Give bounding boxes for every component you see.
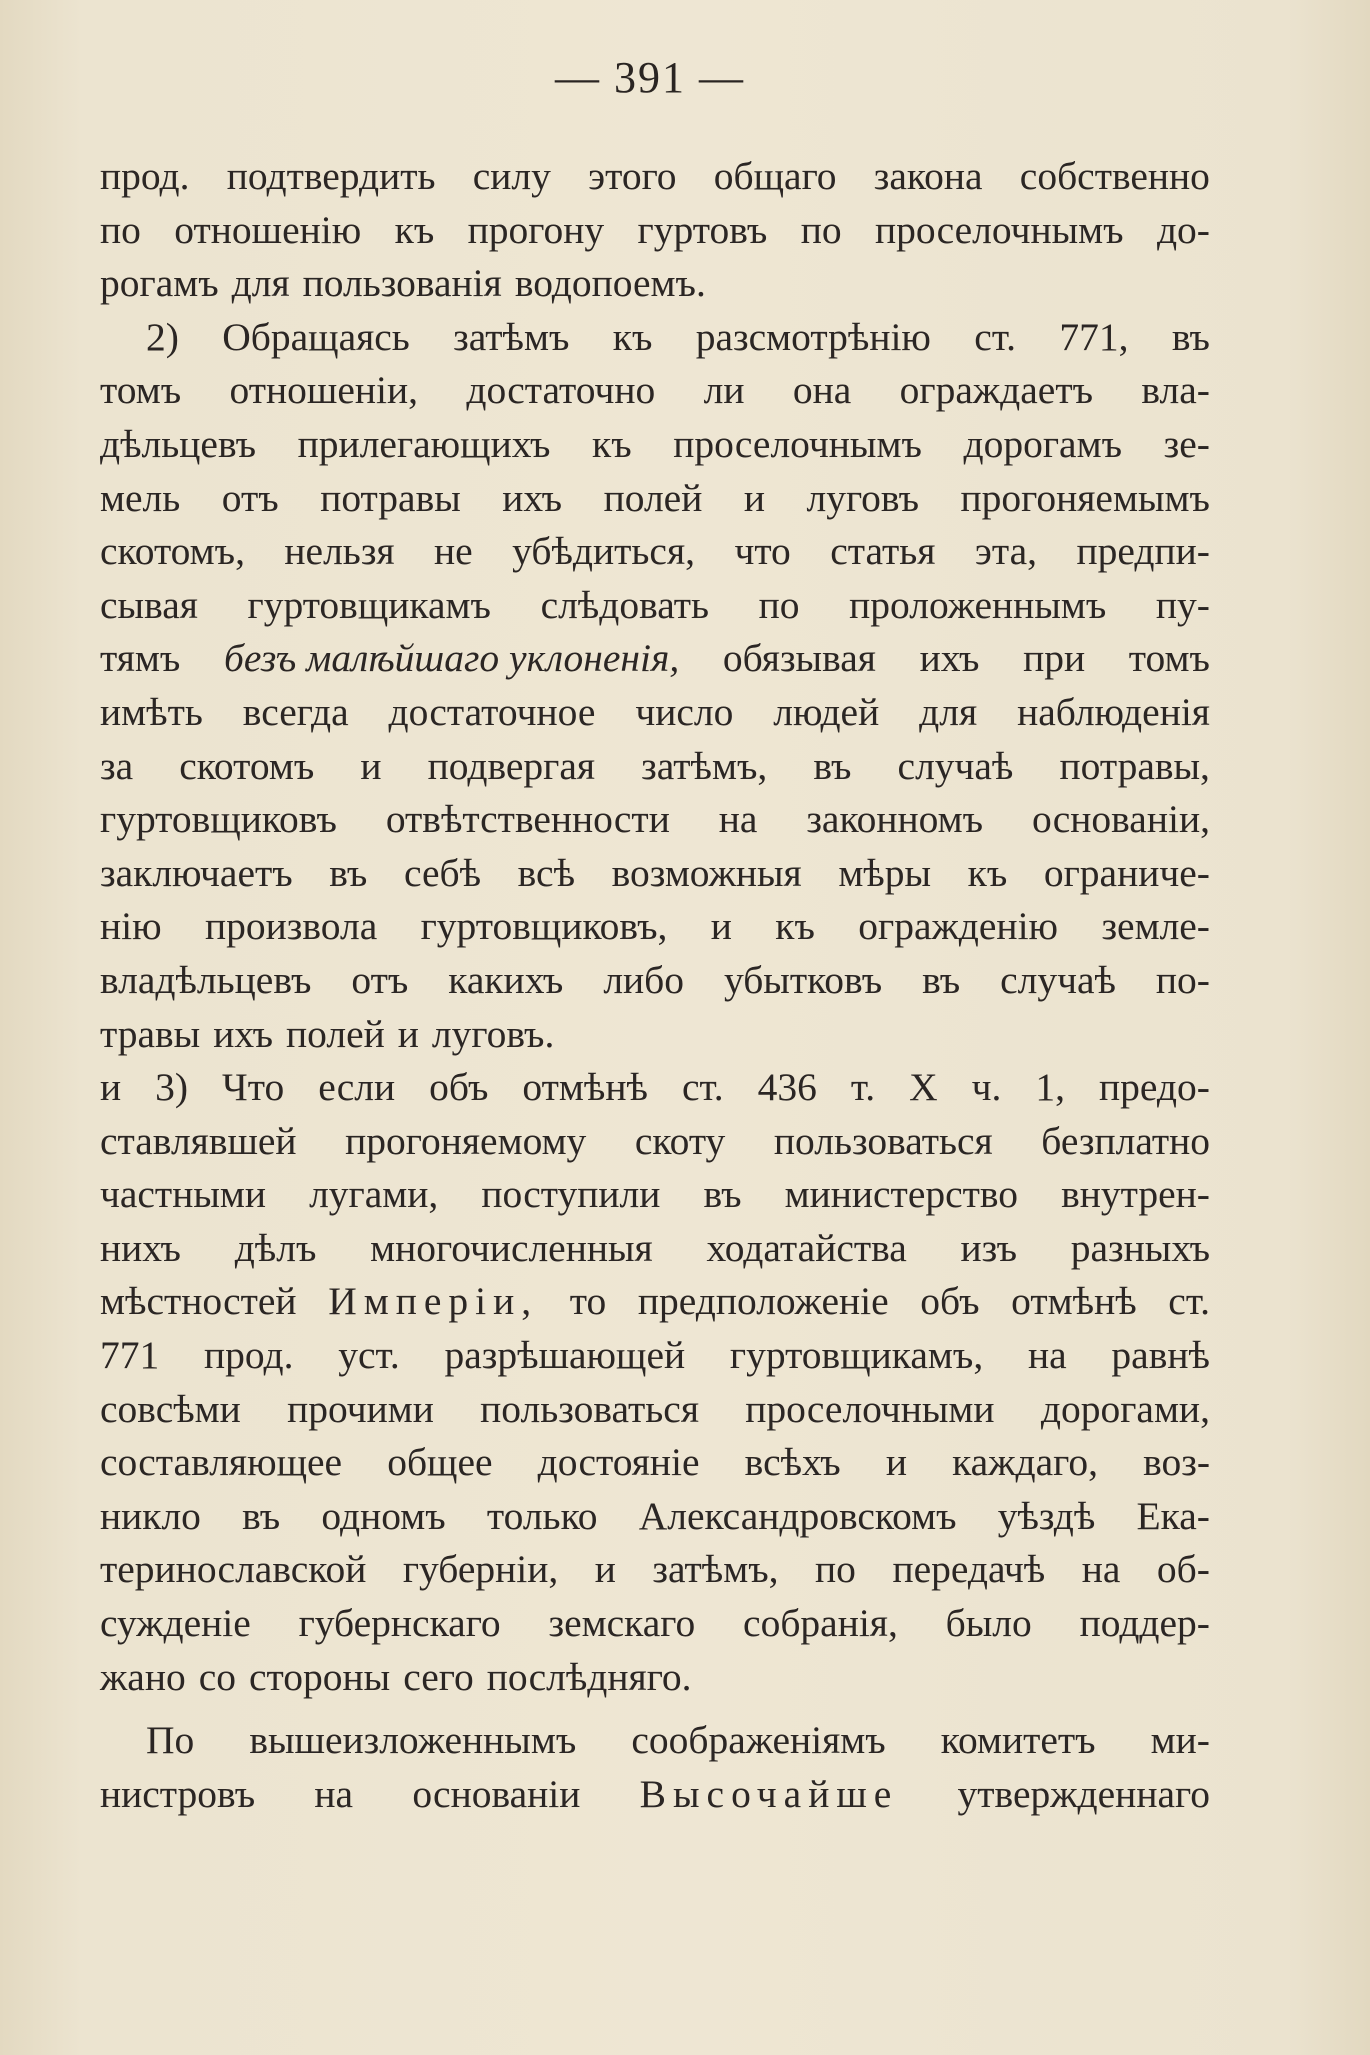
word: достояніе	[537, 1440, 700, 1485]
text-line	[100, 1543, 1210, 1597]
word: и	[885, 1440, 907, 1485]
word: дорогамъ	[963, 421, 1123, 466]
word: то	[569, 1279, 607, 1324]
word: и	[594, 1547, 616, 1592]
word: въ	[242, 1493, 281, 1538]
word: въ	[1171, 314, 1210, 359]
word: дѣльцевъ	[100, 421, 257, 466]
word: совсѣми	[100, 1386, 241, 1431]
text-line	[100, 150, 1210, 204]
word: 3)	[155, 1065, 189, 1110]
word: дорогами,	[1040, 1386, 1210, 1431]
word: какихъ	[448, 957, 564, 1002]
text-line	[100, 1222, 1210, 1276]
word: было	[945, 1601, 1032, 1646]
word: отвѣтственности	[385, 797, 670, 842]
word: общаго	[713, 154, 837, 198]
word: сужденіе	[100, 1601, 251, 1646]
word: только	[486, 1493, 598, 1538]
word: 771	[100, 1333, 160, 1378]
text-line	[100, 1168, 1210, 1222]
word: для	[919, 689, 978, 734]
word: предо-	[1098, 1065, 1210, 1110]
text-line	[100, 418, 1210, 472]
word: 2)	[146, 314, 179, 359]
word: гуртовщиковъ,	[420, 904, 668, 949]
word: по	[758, 582, 800, 627]
word: при	[1023, 636, 1086, 681]
word: отмѣнѣ	[522, 1065, 648, 1110]
word: не	[434, 529, 473, 574]
text-line	[100, 686, 1210, 740]
word: убѣдиться,	[512, 529, 696, 574]
word: послѣдняго.	[486, 1654, 692, 1699]
word: отношеніи,	[229, 368, 419, 413]
word: об-	[1156, 1547, 1210, 1592]
word: травы	[100, 1011, 201, 1056]
word: отношенію	[174, 207, 362, 252]
word: По	[146, 1718, 195, 1763]
word: разныхъ	[1070, 1225, 1210, 1270]
word: отмѣнѣ	[1011, 1279, 1137, 1324]
word: комитетъ	[940, 1718, 1096, 1763]
word: основаніи	[412, 1771, 581, 1816]
word: разсмотрѣнію	[695, 314, 931, 359]
word: X	[909, 1065, 938, 1110]
word: потравы	[320, 475, 461, 520]
word: ихъ	[919, 636, 980, 681]
word: предпи-	[1076, 529, 1210, 574]
word: ч.	[971, 1065, 1002, 1110]
text-line	[100, 1008, 1210, 1062]
word: силу	[472, 154, 551, 198]
text-line	[100, 311, 1210, 365]
text-line	[100, 1651, 1210, 1705]
text-line	[100, 579, 1210, 633]
text-line	[100, 204, 1210, 258]
text-line	[100, 740, 1210, 794]
word: 771,	[1059, 314, 1129, 359]
word: Ека-	[1136, 1493, 1210, 1538]
word: случаѣ	[897, 743, 1014, 788]
word: никло	[100, 1493, 201, 1538]
word: ли	[703, 368, 745, 413]
word: пользоваться	[480, 1386, 699, 1431]
word: полей	[286, 1011, 385, 1056]
word: нихъ	[100, 1225, 181, 1270]
word: водопоемъ.	[514, 261, 706, 306]
word: законномъ	[806, 797, 984, 842]
word: либо	[603, 957, 685, 1002]
word: для	[231, 261, 290, 306]
word: слѣдовать	[540, 582, 710, 627]
text-line	[100, 1275, 1210, 1329]
word: поступили	[481, 1172, 661, 1217]
word: подвергая	[427, 743, 596, 788]
word: ограниче-	[1043, 850, 1210, 895]
word: 436	[757, 1065, 817, 1110]
word: и	[710, 904, 732, 949]
word: людей	[773, 689, 880, 734]
word: гуртовщиковъ	[100, 797, 337, 842]
word: гуртовщикамъ	[247, 582, 491, 627]
word: со	[198, 1654, 237, 1699]
text-line	[100, 257, 1210, 311]
word: за	[100, 743, 134, 788]
word: вла-	[1141, 368, 1210, 413]
word: эта,	[974, 529, 1038, 574]
text-line	[100, 472, 1210, 526]
word: ми-	[1150, 1718, 1210, 1763]
word: и	[100, 1065, 122, 1110]
word: убытковъ	[723, 957, 883, 1002]
word: ст.	[681, 1065, 724, 1110]
word: обязывая	[722, 636, 876, 681]
word: на	[1027, 1333, 1067, 1378]
word: по	[815, 1547, 856, 1592]
word: ихъ	[213, 1011, 274, 1056]
word: земле-	[1101, 904, 1210, 949]
page-number: — 391 —	[555, 53, 745, 102]
text-line	[100, 1061, 1210, 1115]
text-line	[100, 1597, 1210, 1651]
word: затѣмъ,	[641, 743, 768, 788]
word: достаточно	[466, 368, 656, 413]
word: губерніи,	[402, 1547, 559, 1592]
word: теринославской	[100, 1547, 367, 1592]
word: 1,	[1035, 1065, 1065, 1110]
word: къ	[592, 421, 632, 466]
word: пользоваться	[773, 1118, 993, 1163]
word: внутрен-	[1061, 1172, 1210, 1217]
word: поддер-	[1079, 1601, 1210, 1646]
body-text	[100, 150, 1210, 1821]
word: дѣлъ	[234, 1225, 317, 1270]
word: ихъ	[502, 475, 563, 520]
text-line	[100, 954, 1210, 1008]
word: предположеніе	[637, 1279, 889, 1324]
word: закона	[873, 154, 983, 198]
word: владѣльцевъ	[100, 957, 312, 1002]
word: мель	[100, 475, 181, 520]
word: огражденію	[858, 904, 1059, 949]
word: составляющее	[100, 1440, 343, 1485]
word: въ	[813, 743, 852, 788]
text-line	[100, 1714, 1210, 1768]
word: по	[800, 207, 842, 252]
word: губернскаго	[298, 1601, 501, 1646]
word: Высочайше	[639, 1771, 899, 1816]
word: скотомъ,	[100, 529, 245, 574]
word: луговъ.	[431, 1011, 555, 1056]
word: стороны	[249, 1654, 391, 1699]
word: къ	[612, 314, 653, 359]
word: проложеннымъ	[849, 582, 1107, 627]
word: тямъ	[100, 636, 181, 681]
word: Что	[222, 1065, 285, 1110]
word: ставлявшей	[100, 1118, 297, 1163]
word: на	[718, 797, 758, 842]
word: по-	[1155, 957, 1210, 1002]
word: затѣмъ	[453, 314, 570, 359]
word: потравы,	[1059, 743, 1210, 788]
word: проселочными	[745, 1386, 995, 1431]
word: безплатно	[1041, 1118, 1210, 1163]
word: мѣстностей	[100, 1279, 297, 1324]
word: жано	[100, 1654, 186, 1699]
word: министерство	[784, 1172, 1019, 1217]
word: уѣздѣ	[997, 1493, 1096, 1538]
word: одномъ	[321, 1493, 446, 1538]
word: многочисленныя	[370, 1225, 653, 1270]
text-line	[100, 847, 1210, 901]
word: возможныя	[611, 850, 802, 895]
word: число	[635, 689, 734, 734]
word: случаѣ	[1000, 957, 1116, 1002]
word: отъ	[351, 957, 409, 1002]
word: Александровскомъ	[638, 1493, 957, 1538]
text-line	[100, 1329, 1210, 1383]
word: ст.	[974, 314, 1016, 359]
word: по	[100, 207, 141, 252]
word: статья	[830, 529, 936, 574]
text-line	[100, 1436, 1210, 1490]
word: прилегающихъ	[297, 421, 551, 466]
word: собственно	[1019, 154, 1210, 198]
text-line	[100, 1768, 1210, 1822]
word: гуртовъ	[637, 207, 768, 252]
word: до-	[1156, 207, 1210, 252]
word: соображеніямъ	[631, 1718, 886, 1763]
word: пу-	[1155, 582, 1210, 627]
word: общее	[387, 1440, 493, 1485]
word: и	[743, 475, 765, 520]
word: нельзя	[284, 529, 395, 574]
word: т.	[850, 1065, 876, 1110]
word: въ	[922, 957, 961, 1002]
word: утвержденнаго	[957, 1771, 1210, 1816]
word: прочими	[287, 1386, 434, 1431]
text-line	[100, 525, 1210, 579]
word: ограждаетъ	[899, 368, 1094, 413]
word: каждаго,	[952, 1440, 1098, 1485]
word: къ	[775, 904, 815, 949]
word: если	[318, 1065, 396, 1110]
word: достаточное	[388, 689, 596, 734]
word: себѣ	[403, 850, 482, 895]
word: имѣть	[100, 689, 203, 734]
word: что	[734, 529, 791, 574]
word: въ	[703, 1172, 742, 1217]
word: частными	[100, 1172, 267, 1217]
word: ходатайства	[706, 1225, 907, 1270]
word: воз-	[1143, 1440, 1210, 1485]
word: всѣхъ	[744, 1440, 841, 1485]
word: прогоняемому	[345, 1118, 587, 1163]
text-line	[100, 1383, 1210, 1437]
text-line	[100, 632, 1210, 686]
word: полей	[603, 475, 703, 520]
word: наблюденія	[1017, 689, 1210, 734]
word: она	[792, 368, 852, 413]
word: зе-	[1163, 421, 1210, 466]
word: заключаетъ	[100, 850, 293, 895]
text-line	[100, 364, 1210, 418]
word: вышеизложеннымъ	[249, 1718, 577, 1763]
word: сывая	[100, 582, 198, 627]
word: объ	[429, 1065, 489, 1110]
word: прогону	[467, 207, 605, 252]
word: къ	[394, 207, 435, 252]
word: томъ	[100, 368, 182, 413]
word: основаніи,	[1032, 797, 1210, 842]
word: рогамъ	[100, 261, 219, 306]
word: на	[314, 1771, 354, 1816]
word: уст.	[338, 1333, 400, 1378]
word: прод.	[204, 1333, 294, 1378]
word: гуртовщикамъ,	[729, 1333, 984, 1378]
word: и	[397, 1011, 419, 1056]
word: передачѣ	[892, 1547, 1046, 1592]
word: подтвердить	[226, 154, 436, 198]
word: проселочнымъ	[874, 207, 1124, 252]
word: собранія,	[743, 1601, 898, 1646]
word: прод.	[100, 154, 190, 198]
text-line	[100, 1115, 1210, 1169]
word: сего	[403, 1654, 474, 1699]
word: равнѣ	[1111, 1333, 1210, 1378]
word: нію	[100, 904, 162, 949]
word: томъ	[1128, 636, 1210, 681]
word: нистровъ	[100, 1771, 256, 1816]
word: лугами,	[309, 1172, 439, 1217]
word: произвола	[205, 904, 378, 949]
word: ст.	[1168, 1279, 1210, 1324]
word: этого	[588, 154, 677, 198]
word: отъ	[221, 475, 279, 520]
word: земскаго	[548, 1601, 696, 1646]
text-line	[100, 1490, 1210, 1544]
word: и	[360, 743, 382, 788]
word: изъ	[960, 1225, 1018, 1270]
word: луговъ	[806, 475, 920, 520]
text-line	[100, 900, 1210, 954]
text-line	[100, 793, 1210, 847]
word: скотомъ	[179, 743, 315, 788]
word: къ	[967, 850, 1008, 895]
word: въ	[329, 850, 368, 895]
word: прогоняемымъ	[960, 475, 1210, 520]
word: разрѣшающей	[444, 1333, 686, 1378]
word: объ	[920, 1279, 980, 1324]
word: всѣ	[517, 850, 576, 895]
word: Имперіи,	[328, 1279, 539, 1324]
word: на	[1081, 1547, 1121, 1592]
word: пользованія	[302, 261, 502, 306]
word: затѣмъ,	[652, 1547, 779, 1592]
word: Обращаясь	[222, 314, 410, 359]
word: всегда	[242, 689, 349, 734]
word: скоту	[634, 1118, 726, 1163]
word: безъ малѣйшаго уклоненія,	[224, 636, 680, 681]
word: мѣры	[838, 850, 932, 895]
word: проселочнымъ	[673, 421, 922, 466]
